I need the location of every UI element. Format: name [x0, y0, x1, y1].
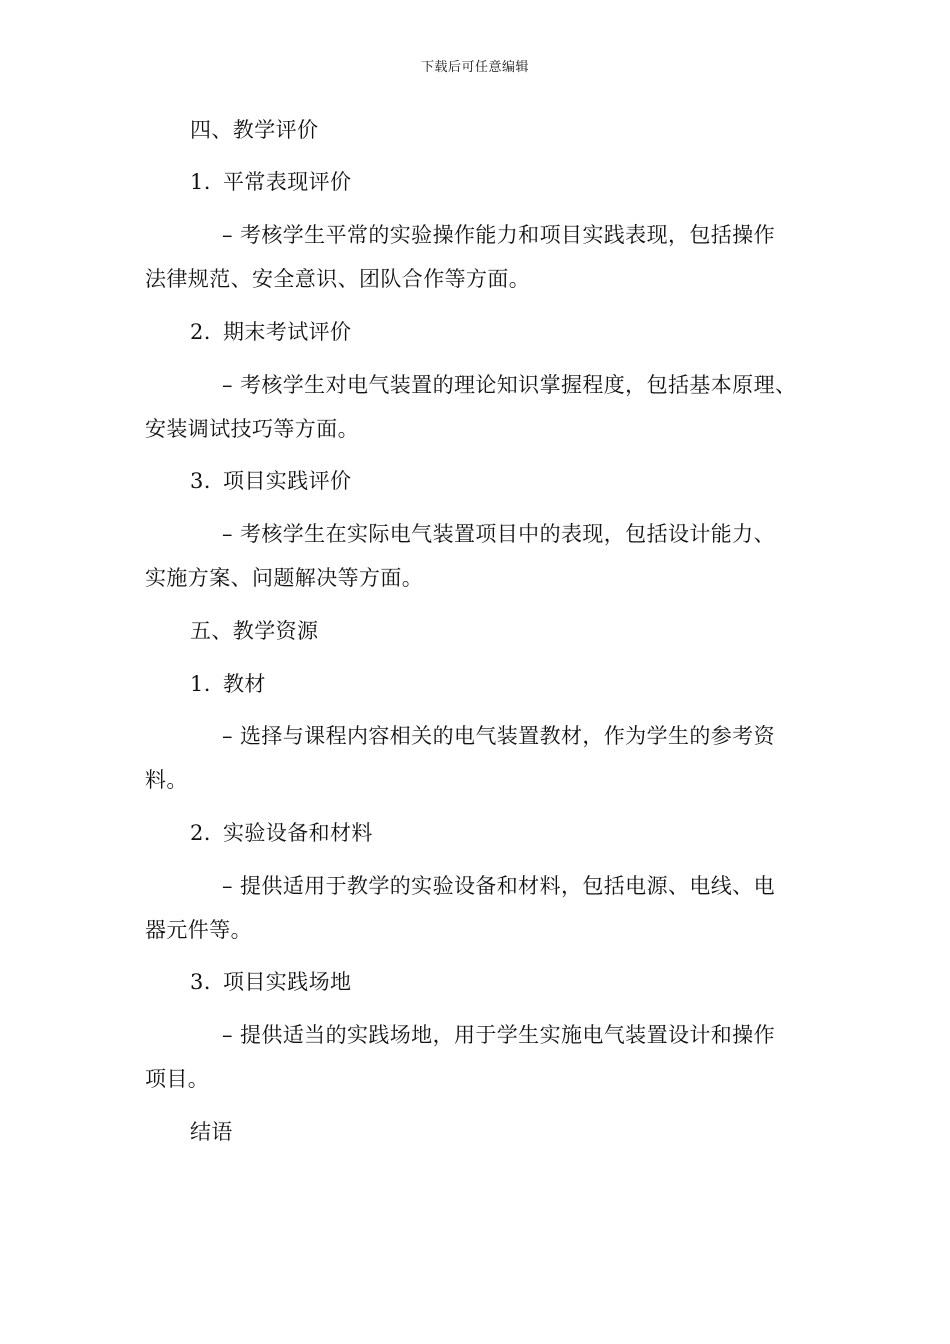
- paragraph-line: – 提供适当的实践场地，用于学生实施电气装置设计和操作: [222, 1023, 775, 1047]
- page-header: 下载后可任意编辑: [420, 60, 529, 75]
- paragraph-line: 项目。: [145, 1067, 210, 1091]
- list-item-heading: [190, 670, 266, 698]
- list-item-heading: [190, 819, 373, 847]
- list-item-number: 3.: [190, 469, 211, 493]
- list-item-number: 1.: [190, 672, 211, 696]
- list-item-heading: [190, 168, 351, 196]
- section-heading-resources: 五、教学资源: [190, 619, 319, 643]
- list-item-title: 项目实践评价: [223, 469, 352, 493]
- list-item-number: 3.: [190, 970, 211, 994]
- list-item-number: 2.: [190, 320, 211, 344]
- section-heading-conclusion: 结语: [190, 1120, 233, 1144]
- list-item-heading: [190, 467, 351, 495]
- list-item-title: 教材: [223, 672, 266, 696]
- paragraph-line: – 选择与课程内容相关的电气装置教材，作为学生的参考资: [222, 724, 775, 748]
- paragraph-line: 料。: [145, 768, 188, 792]
- list-item-title: 平常表现评价: [223, 170, 352, 194]
- list-item-number: 2.: [190, 821, 211, 845]
- paragraph-line: – 考核学生平常的实验操作能力和项目实践表现，包括操作: [222, 223, 775, 247]
- list-item-heading: [190, 968, 351, 996]
- paragraph-line: 法律规范、安全意识、团队合作等方面。: [145, 267, 531, 291]
- list-item-title: 期末考试评价: [223, 320, 352, 344]
- paragraph-line: – 考核学生对电气装置的理论知识掌握程度，包括基本原理、: [222, 373, 797, 397]
- paragraph-line: – 考核学生在实际电气装置项目中的表现，包括设计能力、: [222, 522, 775, 546]
- list-item-heading: [190, 318, 351, 346]
- paragraph-line: 实施方案、问题解决等方面。: [145, 566, 424, 590]
- list-item-title: 项目实践场地: [223, 970, 352, 994]
- list-item-title: 实验设备和材料: [223, 821, 373, 845]
- list-item-number: 1.: [190, 170, 211, 194]
- paragraph-line: 安装调试技巧等方面。: [145, 417, 359, 441]
- paragraph-line: – 提供适用于教学的实验设备和材料，包括电源、电线、电: [222, 874, 775, 898]
- paragraph-line: 器元件等。: [145, 918, 252, 942]
- section-heading-evaluation: 四、教学评价: [190, 118, 319, 142]
